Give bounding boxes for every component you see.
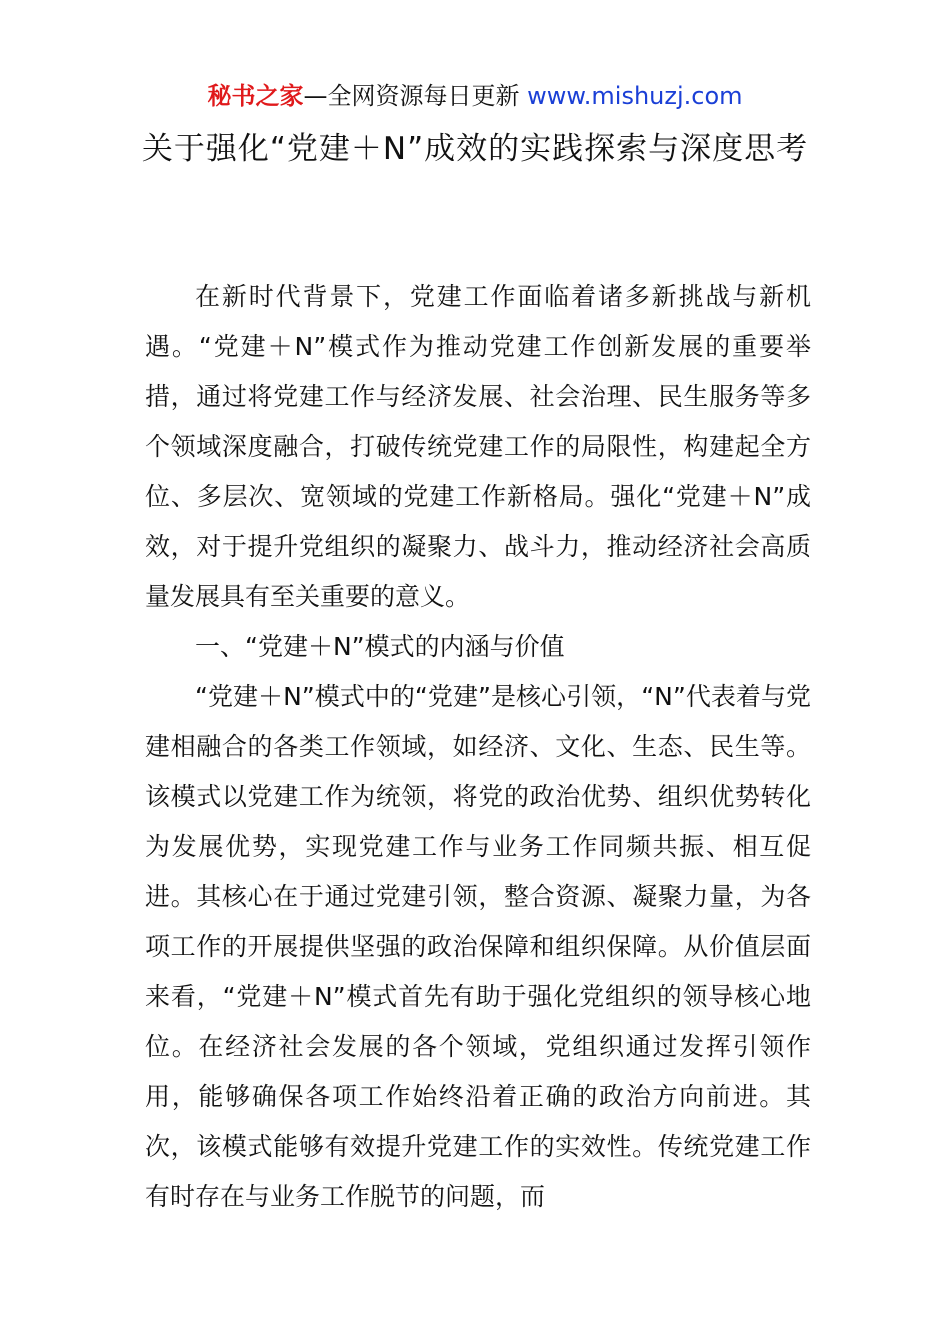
document-title: 关于强化“党建＋N”成效的实践探索与深度思考 <box>141 131 809 167</box>
site-url-link[interactable]: www.mishuzj.com <box>527 82 743 110</box>
brand-name: 秘书之家 <box>207 82 304 110</box>
body-paragraph: “党建＋N”模式中的“党建”是核心引领，“N”代表着与党建相融合的各类工作领域，如经济、文化、生态、民生等。该模式以党建工作为统领，将党的政治优势、组织优势转化为发展优势，实现党建工作与业务工作同频共振、相互促进。其核心在于通过党建引领，整合资源、凝聚力量，为各项工作的开展提供坚强的政治保障和组织保障。从价值层面来看，“党建＋N”模式首先有助于强化党组织的领导核心地位。在经济社会发展的各个领域，党组织通过发挥引领作用，能够确保各项工作始终沿着正确的政治方向前进。其次，该模式能够有效提升党建工作的实效性。传统党建工作有时存在与业务工作脱节的问题，而 <box>145 682 811 1211</box>
site-header <box>0 80 950 112</box>
header-tagline: —全网资源每日更新 <box>303 82 528 110</box>
section-heading: 一、“党建＋N”模式的内涵与价值 <box>195 632 565 661</box>
intro-paragraph: 在新时代背景下，党建工作面临着诸多新挑战与新机遇。“党建＋N”模式作为推动党建工作创新发展的重要举措，通过将党建工作与经济发展、社会治理、民生服务等多个领域深度融合，打破传统党建工作的局限性，构建起全方位、多层次、宽领域的党建工作新格局。强化“党建＋N”成效，对于提升党组织的凝聚力、战斗力，推动经济社会高质量发展具有至关重要的意义。 <box>145 282 811 611</box>
document-body <box>145 272 811 1222</box>
